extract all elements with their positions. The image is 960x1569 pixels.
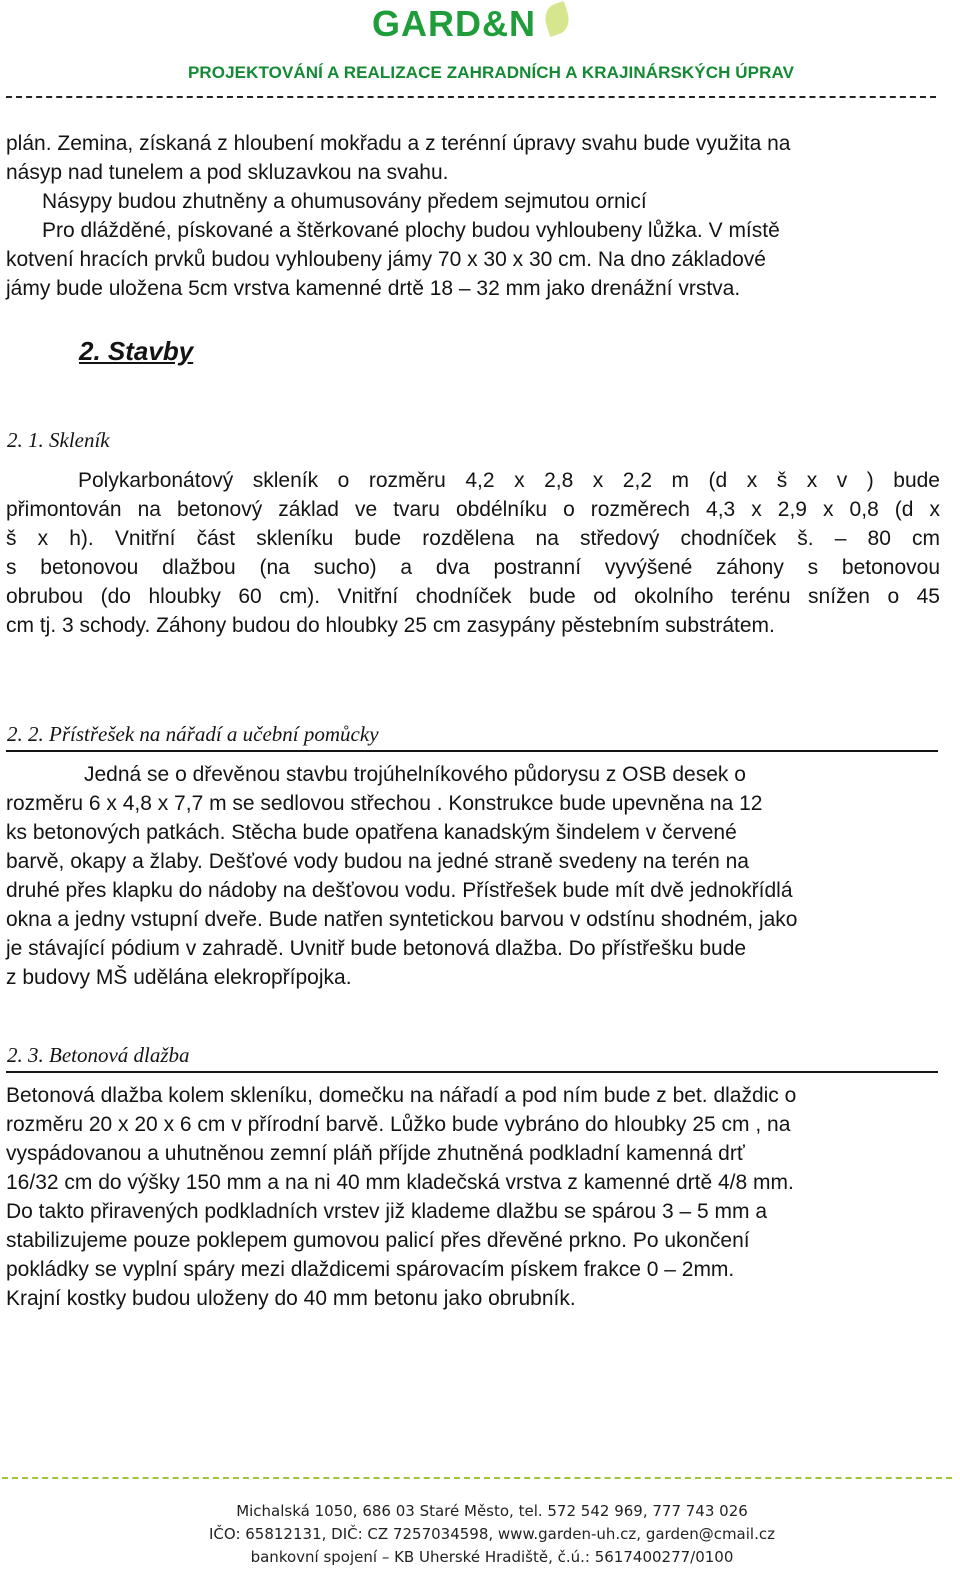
leaf-logo-icon — [541, 1, 573, 37]
text-line: kotvení hracích prvků budou vyhloubeny jámy 70 x 30 x 30 cm. Na dno základové — [6, 248, 766, 271]
company-logo: GARD&N — [372, 3, 536, 44]
subsection-heading: 2. 2. Přístřešek na nářadí a učební pomůcky — [7, 722, 379, 746]
intro-paragraph — [6, 129, 940, 303]
text-line: stabilizujeme pouze poklepem gumovou palicí přes dřevěné prkno. Po ukončení — [6, 1229, 750, 1252]
text-line: je stávající pódium v zahradě. Uvnitř bude betonová dlažba. Do přístřešku bude — [6, 937, 747, 960]
footer-bank: bankovní spojení – KB Uherské Hradiště, č.ú.: 5617400277/0100 — [250, 1548, 734, 1566]
text-line: Krajní kostky budou uloženy do 40 mm betonu jako obrubník. — [6, 1287, 576, 1310]
text-line: barvě, okapy a žlaby. Dešťové vody budou na jedné straně svedeny na terén na — [6, 850, 749, 873]
subsection-rule — [6, 750, 938, 752]
pristresek-paragraph — [6, 760, 940, 992]
text-line: plán. Zemina, získaná z hloubení mokřadu a z terénní úpravy svahu bude využita na — [6, 132, 791, 155]
text-line: Pro dlážděné, pískované a štěrkované plochy budou vyhloubeny lůžka. V místě — [42, 219, 780, 242]
text-line: násyp nad tunelem a pod skluzavkou na svahu. — [6, 161, 449, 184]
dlazba-paragraph — [6, 1081, 940, 1313]
sklenik-paragraph — [6, 466, 940, 640]
text-line: 16/32 cm do výšky 150 mm a na ni 40 mm kladečská vrstva z kamenné drtě 4/8 mm. — [6, 1171, 794, 1194]
text-line: Polykarbonátový skleník o rozměru 4,2 x 2,8 x 2,2 m (d x š x v ) bude — [78, 469, 940, 492]
subsection-heading: 2. 1. Skleník — [7, 428, 110, 452]
text-line: Jedná se o dřevěnou stavbu trojúhelníkového půdorysu z OSB desek o — [84, 763, 746, 786]
text-line: rozměru 20 x 20 x 6 cm v přírodní barvě. Lůžko bude vybráno do hloubky 25 cm , na — [6, 1113, 791, 1136]
text-line: Násypy budou zhutněny a ohumusovány předem sejmutou ornicí — [42, 190, 647, 213]
text-line: pokládky se vyplní spáry mezi dlaždicemi spárovacím pískem frakce 0 – 2mm. — [6, 1258, 735, 1281]
text-line: Betonová dlažba kolem skleníku, domečku na nářadí a pod ním bude z bet. dlaždic o — [6, 1084, 797, 1107]
text-line: Do takto přiravených podkladních vrstev již klademe dlažbu se spárou 3 – 5 mm a — [6, 1200, 768, 1223]
text-line: jámy bude uložena 5cm vrstva kamenné drtě 18 – 32 mm jako drenážní vrstva. — [6, 277, 741, 300]
text-line: s betonovou dlažbou (na sucho) a dva postranní vyvýšené záhony s betonovou — [6, 556, 940, 579]
text-line: druhé přes klapku do nádoby na dešťovou vodu. Přístřešek bude mít dvě jednokřídlá — [6, 879, 793, 902]
text-line: rozměru 6 x 4,8 x 7,7 m se sedlovou střechou . Konstrukce bude upevněna na 12 — [6, 792, 763, 815]
section-title: 2. Stavby — [79, 336, 194, 366]
company-tagline: PROJEKTOVÁNÍ A REALIZACE ZAHRADNÍCH A KRAJINÁRSKÝCH ÚPRAV — [187, 63, 795, 82]
text-line: š x h). Vnitřní část skleníku bude rozdělena na středový chodníček š. – 80 cm — [6, 527, 940, 550]
text-line: cm tj. 3 schody. Záhony budou do hloubky 25 cm zasypány pěstebním substrátem. — [6, 614, 775, 637]
footer-contact — [0, 1500, 960, 1569]
text-line: ks betonových patkách. Stěcha bude opatřena kanadským šindelem v červené — [6, 821, 737, 844]
text-line: okna a jedny vstupní dveře. Bude natřen syntetickou barvou v odstínu shodném, jako — [6, 908, 798, 931]
text-line: přimontován na betonový základ ve tvaru obdélníku o rozměrech 4,3 x 2,9 x 0,8 (d x — [6, 498, 940, 521]
header-divider — [6, 96, 936, 98]
text-line: obrubou (do hloubky 60 cm). Vnitřní chodníček bude od okolního terénu snížen o 45 — [6, 585, 940, 608]
footer-ids: IČO: 65812131, DIČ: CZ 7257034598, www.garden-uh.cz, garden@cmail.cz — [209, 1525, 775, 1543]
subsection-heading: 2. 3. Betonová dlažba — [7, 1043, 190, 1067]
text-line: z budovy MŠ udělána elekropřípojka. — [6, 966, 352, 989]
footer-divider — [2, 1477, 952, 1479]
text-line: vyspádovanou a uhutněnou zemní pláň příjde zhutněná podkladní kamenná drť — [6, 1142, 745, 1165]
footer-address: Michalská 1050, 686 03 Staré Město, tel. 572 542 969, 777 743 026 — [236, 1502, 748, 1520]
subsection-rule — [6, 1071, 938, 1073]
